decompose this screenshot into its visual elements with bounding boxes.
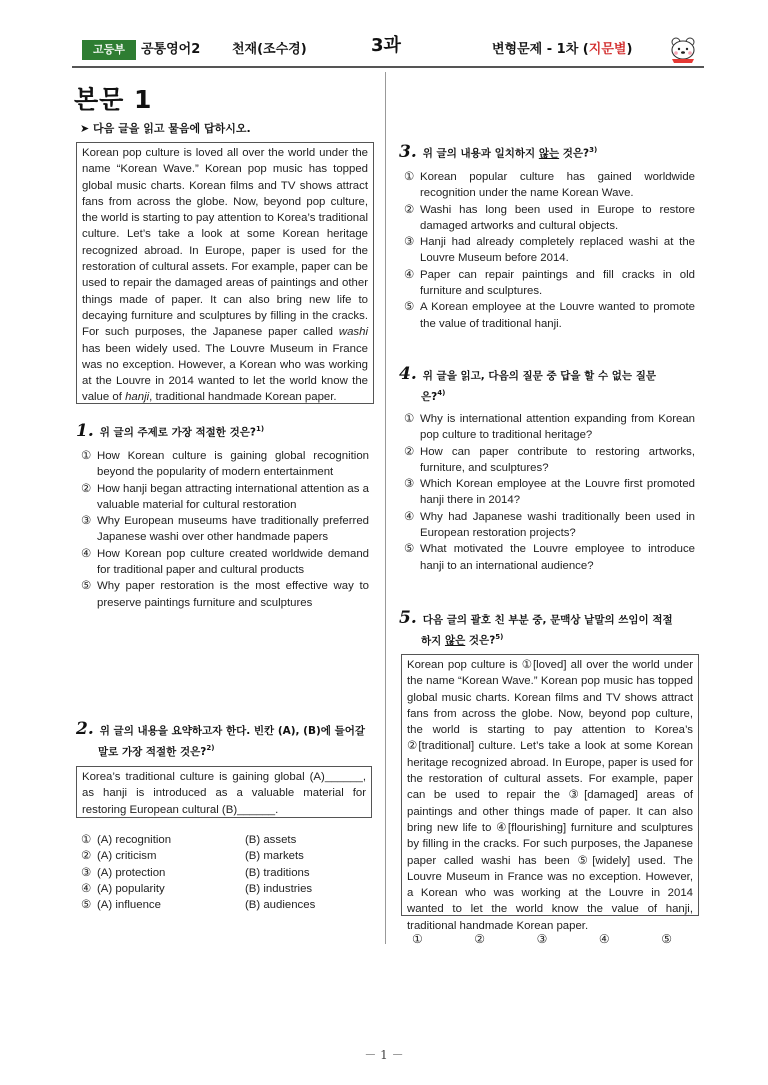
q2-option[interactable] (81, 881, 361, 897)
passage-text: has been widely used. The Louvre Museum in France was no exception. However, a Korean who was working at the Louvre in 2014 wanted to let the world know the value of (82, 342, 368, 404)
q3-option[interactable] (404, 234, 695, 267)
q1-text: 위 글의 주제로 가장 적절한 것은? (99, 426, 256, 439)
q5-heading (399, 610, 699, 650)
option-text: How Korean pop culture created worldwide demand for traditional paper and cultural products (97, 547, 369, 577)
q1-footnote: 1) (255, 425, 265, 433)
q5-text-line1: 다음 글의 괄호 친 부분 중, 문맥상 낱말의 쓰임이 적절 (422, 614, 673, 626)
q5-answer-marks (412, 932, 672, 946)
passage-italic-term: washi (338, 326, 368, 339)
option-text: Korean popular culture has gained worldwide recognition under the name Korean Wave. (420, 171, 695, 200)
q5-number: 5. (399, 608, 417, 628)
option-marker: ⑤ (81, 899, 92, 912)
option-text: What motivated the Louvre employee to introduce hanji to an international audience? (420, 543, 695, 572)
main-passage (76, 142, 374, 404)
option-marker: ③ (81, 866, 92, 879)
q2-summary-box: Korea’s traditional culture is gaining global (A)______, as hanji is introduced as a valuable material for restoring European cultural (B)______. (76, 766, 372, 818)
option-marker: ② (404, 203, 415, 216)
option-a: (A) protection (97, 866, 166, 879)
q4-options (404, 411, 695, 574)
q5-answer-choice[interactable]: ④ (598, 932, 610, 946)
q5-footnote: 5) (495, 633, 504, 641)
option-marker: ④ (404, 268, 415, 281)
exam-type (492, 40, 632, 60)
q2-option[interactable] (81, 865, 361, 881)
q3-option[interactable] (404, 267, 695, 300)
option-text: Why had Japanese washi traditionally been used in European restoration projects? (420, 510, 695, 540)
option-marker: ① (81, 450, 92, 462)
section-title: 본문 1 (74, 85, 153, 114)
column-divider (385, 72, 386, 944)
header-divider (72, 66, 704, 68)
q4-option[interactable] (404, 476, 695, 509)
option-b: (B) traditions (245, 866, 310, 879)
q2-number: 2. (76, 719, 94, 739)
passage-italic-term: hanji (125, 391, 150, 404)
q2-option[interactable] (81, 848, 361, 864)
q1-option[interactable] (81, 546, 369, 579)
option-text: Washi has long been used in Europe to restore damaged artworks and cultural objects. (420, 203, 695, 232)
option-marker: ④ (81, 547, 92, 560)
q5-answer-choice[interactable]: ⑤ (661, 932, 672, 946)
option-text: How Korean culture is gaining global recognition beyond the popularity of modern entertainment (97, 450, 369, 479)
passage-text: Korean pop culture is loved all over the world under the name “Korean Wave.” Korean pop music has topped global music charts. Korean films and TV shows attract fans from across the globe. Now, beyond pop culture, the world is starting to pay attention to Korea’s traditional culture. Let’s take a look at some Korean heritage recognized abroad. In Europe, paper is used for the restoration of cultural assets. For example, paper can be used to repair the damaged areas of paintings and other things made of paper. It can also bring new life to decaying furniture and sculptures by filling in the cracks. For such purposes, the Japanese paper called (82, 147, 368, 339)
course-name: 공통영어2 (141, 42, 201, 57)
option-marker: ① (81, 834, 92, 846)
q1-option[interactable] (81, 448, 369, 481)
q4-heading (399, 366, 699, 406)
option-text: Why European museums have traditionally preferred Japanese washi over other handmade papers (97, 515, 369, 544)
q1-option[interactable] (81, 481, 369, 514)
q4-option[interactable] (404, 509, 695, 542)
q2-text-line1: 위 글의 내용을 요약하고자 한다. 빈칸 (A), (B)에 들어갈 (99, 725, 366, 737)
option-marker: ④ (404, 510, 415, 523)
bear-mascot-icon (668, 34, 698, 64)
option-a: (A) criticism (97, 850, 157, 863)
publisher-name: 천재(조수경) (232, 42, 307, 57)
option-b: (B) markets (245, 850, 304, 863)
option-b: (B) assets (245, 834, 297, 846)
q5-answer-choice[interactable]: ② (474, 932, 486, 946)
option-b: (B) industries (245, 882, 313, 895)
q4-number: 4. (399, 364, 417, 384)
option-marker: ⑤ (81, 580, 92, 593)
q5-text-line2-before: 하지 (421, 634, 445, 647)
option-a: (A) popularity (97, 882, 165, 895)
option-marker: ① (404, 171, 415, 183)
option-marker: ② (81, 850, 92, 863)
q4-option[interactable] (404, 541, 695, 574)
option-marker: ② (81, 482, 92, 495)
option-text: Paper can repair paintings and fill cracks in old furniture and sculptures. (420, 268, 695, 298)
q3-text-after: 것은? (559, 147, 590, 160)
option-text: Which Korean employee at the Louvre first promoted hanji there in 2014? (420, 478, 695, 507)
q1-number: 1. (76, 420, 94, 441)
option-marker: ③ (81, 515, 92, 528)
exam-type-highlight: 지문별 (588, 42, 627, 57)
q5-text-line2-underline: 않은 (444, 634, 466, 647)
option-b: (B) audiences (245, 899, 316, 912)
q1-heading (76, 421, 376, 442)
q5-answer-choice[interactable]: ③ (536, 932, 548, 946)
option-text: Hanji had already completely replaced washi at the Louvre Museum before 2014. (420, 236, 695, 265)
q3-heading (399, 142, 699, 163)
grade-badge: 고등부 (82, 40, 136, 60)
q3-option[interactable] (404, 169, 695, 202)
q5-text-line2-after: 것은? (465, 634, 496, 647)
option-marker: ⑤ (404, 301, 415, 314)
q3-text-underline: 않는 (538, 147, 560, 160)
q4-text-line1: 위 글을 읽고, 다음의 질문 중 답을 할 수 없는 질문 (422, 370, 657, 382)
q1-options (81, 448, 369, 611)
lesson-label: 3과 (371, 35, 401, 56)
q4-text-line2: 은? (421, 390, 438, 403)
exam-type-close: ) (626, 42, 633, 57)
option-marker: ⑤ (404, 543, 415, 556)
q2-option[interactable] (81, 832, 361, 848)
option-text: How hanji began attracting international attention as a valuable material for cultural restoration (97, 482, 369, 511)
option-marker: ① (404, 413, 415, 425)
q1-option[interactable] (81, 578, 369, 611)
option-marker: ② (404, 445, 415, 458)
q4-option[interactable] (404, 411, 695, 444)
q2-options (81, 832, 361, 913)
q3-option[interactable] (404, 299, 695, 332)
exam-type-text: 변형문제 - 1차 ( (492, 42, 589, 57)
q5-answer-choice[interactable]: ① (412, 932, 423, 946)
q3-number: 3. (399, 141, 417, 162)
q2-option[interactable] (81, 897, 361, 913)
q2-text-line2: 말로 가장 적절한 것은? (98, 745, 207, 758)
q1-option[interactable] (81, 513, 369, 546)
q3-text-before: 위 글의 내용과 일치하지 (422, 147, 539, 160)
q4-footnote: 4) (437, 389, 446, 397)
q5-passage: Korean pop culture is ①[loved] all over the world under the name “Korean Wave.” Korean pop music has topped global music charts. Korean films and TV shows attract fans from across the globe. Now, beyond pop culture, the world is starting to pay attention to Korea’s ②[traditional] culture. Let’s take a look at some Korean heritage recognized abroad. In Europe, paper is used for the restoration of cultural assets. For example, paper can be used to repair the ③[damaged] areas of paintings and other things made of paper. It can also bring new life to ④[flourishing] furniture and sculptures by filling in the cracks. For such purposes, the Japanese paper called washi has been ⑤[widely] used. The Louvre Museum in France was no exception. However, a Korean who was working at the Louvre in 2014 wanted to let the world know the value of hanji, traditional handmade Korean paper. (401, 654, 699, 916)
passage-text: , traditional handmade Korean paper. (149, 391, 337, 404)
option-text: How can paper contribute to restoring artworks, furniture, and sculptures? (420, 445, 695, 474)
instruction: ➤ 다음 글을 읽고 물음에 답하시오. (80, 122, 251, 135)
option-text: Why paper restoration is the most effective way to preserve paintings furniture and sculptures (97, 580, 369, 609)
page-number: － 1 － (364, 1048, 404, 1062)
option-marker: ④ (81, 882, 92, 895)
q3-footnote: 3) (589, 146, 598, 154)
q4-option[interactable] (404, 444, 695, 477)
q2-heading (76, 721, 376, 761)
q3-options (404, 169, 695, 332)
option-marker: ③ (404, 478, 415, 491)
option-a: (A) influence (97, 899, 161, 912)
q3-option[interactable] (404, 202, 695, 235)
option-marker: ③ (404, 236, 415, 249)
option-text: A Korean employee at the Louvre wanted to promote the value of traditional hanji. (420, 301, 695, 330)
option-text: Why is international attention expanding from Korean pop culture to traditional heritage? (420, 413, 695, 442)
q2-footnote: 2) (206, 744, 215, 752)
option-a: (A) recognition (97, 834, 172, 846)
